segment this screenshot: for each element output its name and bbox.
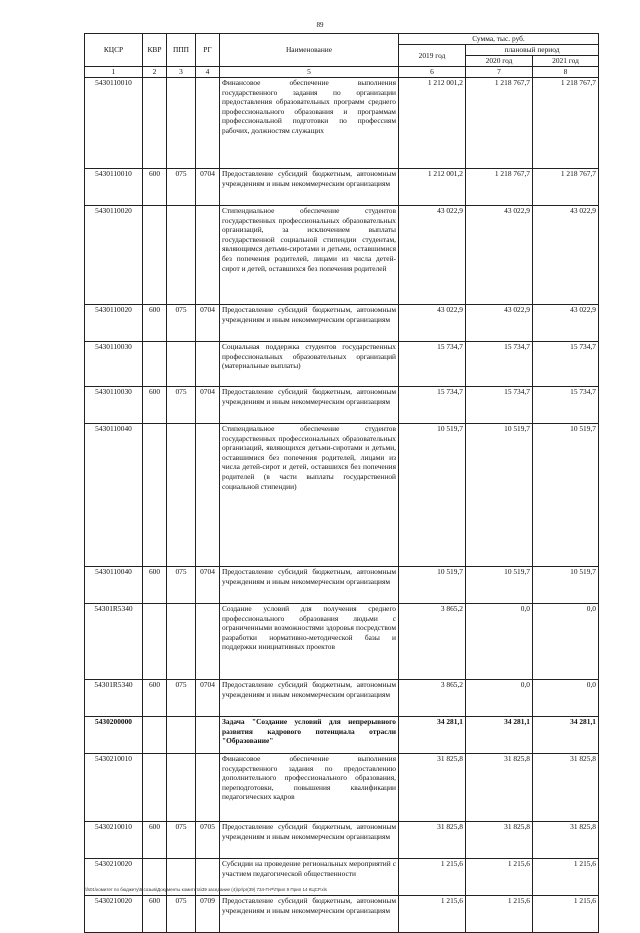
ppp-cell: 075 [167,567,196,604]
kvr-cell [143,754,167,822]
kcsr-cell: 5430210010 [85,754,143,822]
kvr-cell [143,78,167,169]
table-body [85,78,599,933]
ppp-cell [167,424,196,567]
column-number: 6 [399,67,466,78]
column-number: 3 [167,67,196,78]
table-row [85,169,599,206]
column-number: 7 [466,67,533,78]
ppp-cell [167,342,196,387]
table-row [85,717,599,754]
kcsr-cell: 5430110010 [85,169,143,206]
table-row [85,305,599,342]
ppp-cell: 075 [167,680,196,717]
sum-2021-cell: 43 022,9 [533,305,599,342]
budget-table [84,33,599,933]
name-cell: Предоставление субсидий бюджетным, автономным учреждениям и иным некоммерческим организациям [220,387,399,424]
header-year-2021: 2021 год [533,56,599,67]
kvr-cell [143,604,167,680]
name-cell: Социальная поддержка студентов государственных профессиональных образовательных организаций (материальные выплаты) [220,342,399,387]
page-number: 89 [316,21,324,29]
header-rg: РГ [196,34,220,67]
name-cell: Предоставление субсидий бюджетным, автономным учреждениям и иным некоммерческим организациям [220,822,399,859]
sum-2019-cell: 1 212 001,2 [399,169,466,206]
kcsr-cell: 5430210020 [85,859,143,896]
sum-2020-cell: 43 022,9 [466,206,533,305]
table-row [85,604,599,680]
name-cell: Предоставление субсидий бюджетным, автономным учреждениям и иным некоммерческим организациям [220,896,399,933]
kvr-cell: 600 [143,305,167,342]
name-cell: Создание условий для получения среднего профессионального образования людьми с ограниченными возможностями здоровья посредством разработки нормативно-методической базы и поддержки инициативных проектов [220,604,399,680]
header-kcsr: КЦСР [85,34,143,67]
sum-2020-cell: 1 218 767,7 [466,78,533,169]
sum-2021-cell: 15 734,7 [533,387,599,424]
sum-2019-cell: 43 022,9 [399,305,466,342]
sum-2019-cell: 10 519,7 [399,567,466,604]
rg-cell [196,78,220,169]
kcsr-cell: 5430110040 [85,424,143,567]
name-cell: Финансовое обеспечение выполнения государственного задания по организации предоставления образовательных программ среднего профессионального образования и программам профессиональной подготовки по профессиям рабочих, должностям служащих [220,78,399,169]
header-ppp: ППП [167,34,196,67]
sum-2021-cell: 31 825,8 [533,822,599,859]
sum-2021-cell: 0,0 [533,604,599,680]
kcsr-cell: 5430110030 [85,342,143,387]
header-kvr: КВР [143,34,167,67]
table-row [85,387,599,424]
name-cell: Задача "Создание условий для непрерывного развития кадрового потенциала отрасли "Образование" [220,717,399,754]
sum-2021-cell: 1 215,6 [533,859,599,896]
sum-2020-cell: 0,0 [466,680,533,717]
ppp-cell [167,78,196,169]
sum-2020-cell: 1 218 767,7 [466,169,533,206]
ppp-cell: 075 [167,822,196,859]
sum-2021-cell: 1 218 767,7 [533,169,599,206]
sum-2021-cell: 10 519,7 [533,424,599,567]
sum-2021-cell: 1 218 767,7 [533,78,599,169]
name-cell: Предоставление субсидий бюджетным, автономным учреждениям и иным некоммерческим организациям [220,305,399,342]
kvr-cell: 600 [143,896,167,933]
kcsr-cell: 5430110040 [85,567,143,604]
sum-2021-cell: 15 734,7 [533,342,599,387]
sum-2020-cell: 0,0 [466,604,533,680]
name-cell: Стипендиальное обеспечение студентов государственных профессиональных образовательных организаций, являющихся детьми-сиротами и детьми, оставшимися без попечения родителей, лицами из числа детей-сирот и детей, оставшихся без попечения родителей (в части выплаты государственной социальной стипендии) [220,424,399,567]
sum-2020-cell: 15 734,7 [466,342,533,387]
sum-2019-cell: 43 022,9 [399,206,466,305]
rg-cell: 0704 [196,169,220,206]
sum-2019-cell: 31 825,8 [399,754,466,822]
sum-2019-cell: 31 825,8 [399,822,466,859]
sum-2020-cell: 1 215,6 [466,859,533,896]
table-row [85,822,599,859]
sum-2019-cell: 1 215,6 [399,859,466,896]
sum-2020-cell: 43 022,9 [466,305,533,342]
ppp-cell [167,754,196,822]
sum-2019-cell: 3 865,2 [399,604,466,680]
kcsr-cell: 5430110030 [85,387,143,424]
footer-file-path: \\fs01\комитет по бюджету\5 созыв\Документы комитета\39 заседание (4)\pr\pr(39) 734-П-Р\Прил 9 Прил 14 КЦСР.xls [84,887,327,892]
sum-2021-cell: 43 022,9 [533,206,599,305]
sum-2019-cell: 3 865,2 [399,680,466,717]
rg-cell [196,424,220,567]
sum-2021-cell: 31 825,8 [533,754,599,822]
sum-2021-cell: 0,0 [533,680,599,717]
sum-2019-cell: 15 734,7 [399,342,466,387]
name-cell: Предоставление субсидий бюджетным, автономным учреждениям и иным некоммерческим организациям [220,567,399,604]
sum-2019-cell: 15 734,7 [399,387,466,424]
table-row [85,342,599,387]
name-cell: Предоставление субсидий бюджетным, автономным учреждениям и иным некоммерческим организациям [220,169,399,206]
kcsr-cell: 5430200000 [85,717,143,754]
header-sum-title: Сумма, тыс. руб. [399,34,599,45]
kvr-cell: 600 [143,387,167,424]
kvr-cell [143,424,167,567]
sum-2021-cell: 34 281,1 [533,717,599,754]
rg-cell [196,604,220,680]
rg-cell [196,717,220,754]
header-year-2020: 2020 год [466,56,533,67]
sum-2020-cell: 31 825,8 [466,822,533,859]
rg-cell: 0704 [196,680,220,717]
kcsr-cell: 5430210010 [85,822,143,859]
column-number: 8 [533,67,599,78]
rg-cell [196,754,220,822]
rg-cell: 0704 [196,567,220,604]
kcsr-cell: 5430210020 [85,896,143,933]
ppp-cell: 075 [167,305,196,342]
ppp-cell: 075 [167,169,196,206]
column-number: 5 [220,67,399,78]
sum-2020-cell: 15 734,7 [466,387,533,424]
sum-2021-cell: 10 519,7 [533,567,599,604]
sum-2020-cell: 31 825,8 [466,754,533,822]
sum-2019-cell: 10 519,7 [399,424,466,567]
table-row [85,754,599,822]
table-header [85,34,599,78]
sum-2020-cell: 10 519,7 [466,424,533,567]
kvr-cell [143,342,167,387]
kvr-cell: 600 [143,822,167,859]
sum-2020-cell: 10 519,7 [466,567,533,604]
name-cell: Финансовое обеспечение выполнения государственного задания по предоставлению дополнительного профессионального образования, переподготовки, повышения квалификации педагогических кадров [220,754,399,822]
kcsr-cell: 5430110020 [85,206,143,305]
name-cell: Предоставление субсидий бюджетным, автономным учреждениям и иным некоммерческим организациям [220,680,399,717]
kvr-cell: 600 [143,680,167,717]
kvr-cell [143,206,167,305]
sum-2020-cell: 1 215,6 [466,896,533,933]
column-number: 4 [196,67,220,78]
ppp-cell: 075 [167,896,196,933]
rg-cell: 0709 [196,896,220,933]
kcsr-cell: 54301R5340 [85,604,143,680]
header-year-2019: 2019 год [399,45,466,67]
rg-cell: 0704 [196,305,220,342]
ppp-cell: 075 [167,387,196,424]
kvr-cell: 600 [143,567,167,604]
kcsr-cell: 54301R5340 [85,680,143,717]
name-cell: Субсидии на проведение региональных мероприятий с участием педагогической общественности [220,859,399,896]
kcsr-cell: 5430110010 [85,78,143,169]
ppp-cell [167,604,196,680]
table-row [85,206,599,305]
name-cell: Стипендиальное обеспечение студентов государственных профессиональных образовательных организаций, за исключением выплаты государственной социальной стипендии студентам, являющимся детьми-сиротами и детьми, оставшимися без попечения родителей, лицами из числа детей-сирот и детей, оставшихся без попечения родителей [220,206,399,305]
header-plan-period: плановый период [466,45,599,56]
sum-2019-cell: 34 281,1 [399,717,466,754]
ppp-cell [167,206,196,305]
column-number: 2 [143,67,167,78]
table-row [85,680,599,717]
sum-2019-cell: 1 212 001,2 [399,78,466,169]
table-row [85,424,599,567]
table-row [85,78,599,169]
rg-cell [196,342,220,387]
sum-2021-cell: 1 215,6 [533,896,599,933]
table-row [85,896,599,933]
sum-2019-cell: 1 215,6 [399,896,466,933]
rg-cell [196,206,220,305]
table-row [85,567,599,604]
kvr-cell: 600 [143,169,167,206]
header-name: Наименование [220,34,399,67]
kvr-cell [143,717,167,754]
rg-cell: 0705 [196,822,220,859]
rg-cell: 0704 [196,387,220,424]
sum-2020-cell: 34 281,1 [466,717,533,754]
ppp-cell [167,717,196,754]
kcsr-cell: 5430110020 [85,305,143,342]
column-number: 1 [85,67,143,78]
